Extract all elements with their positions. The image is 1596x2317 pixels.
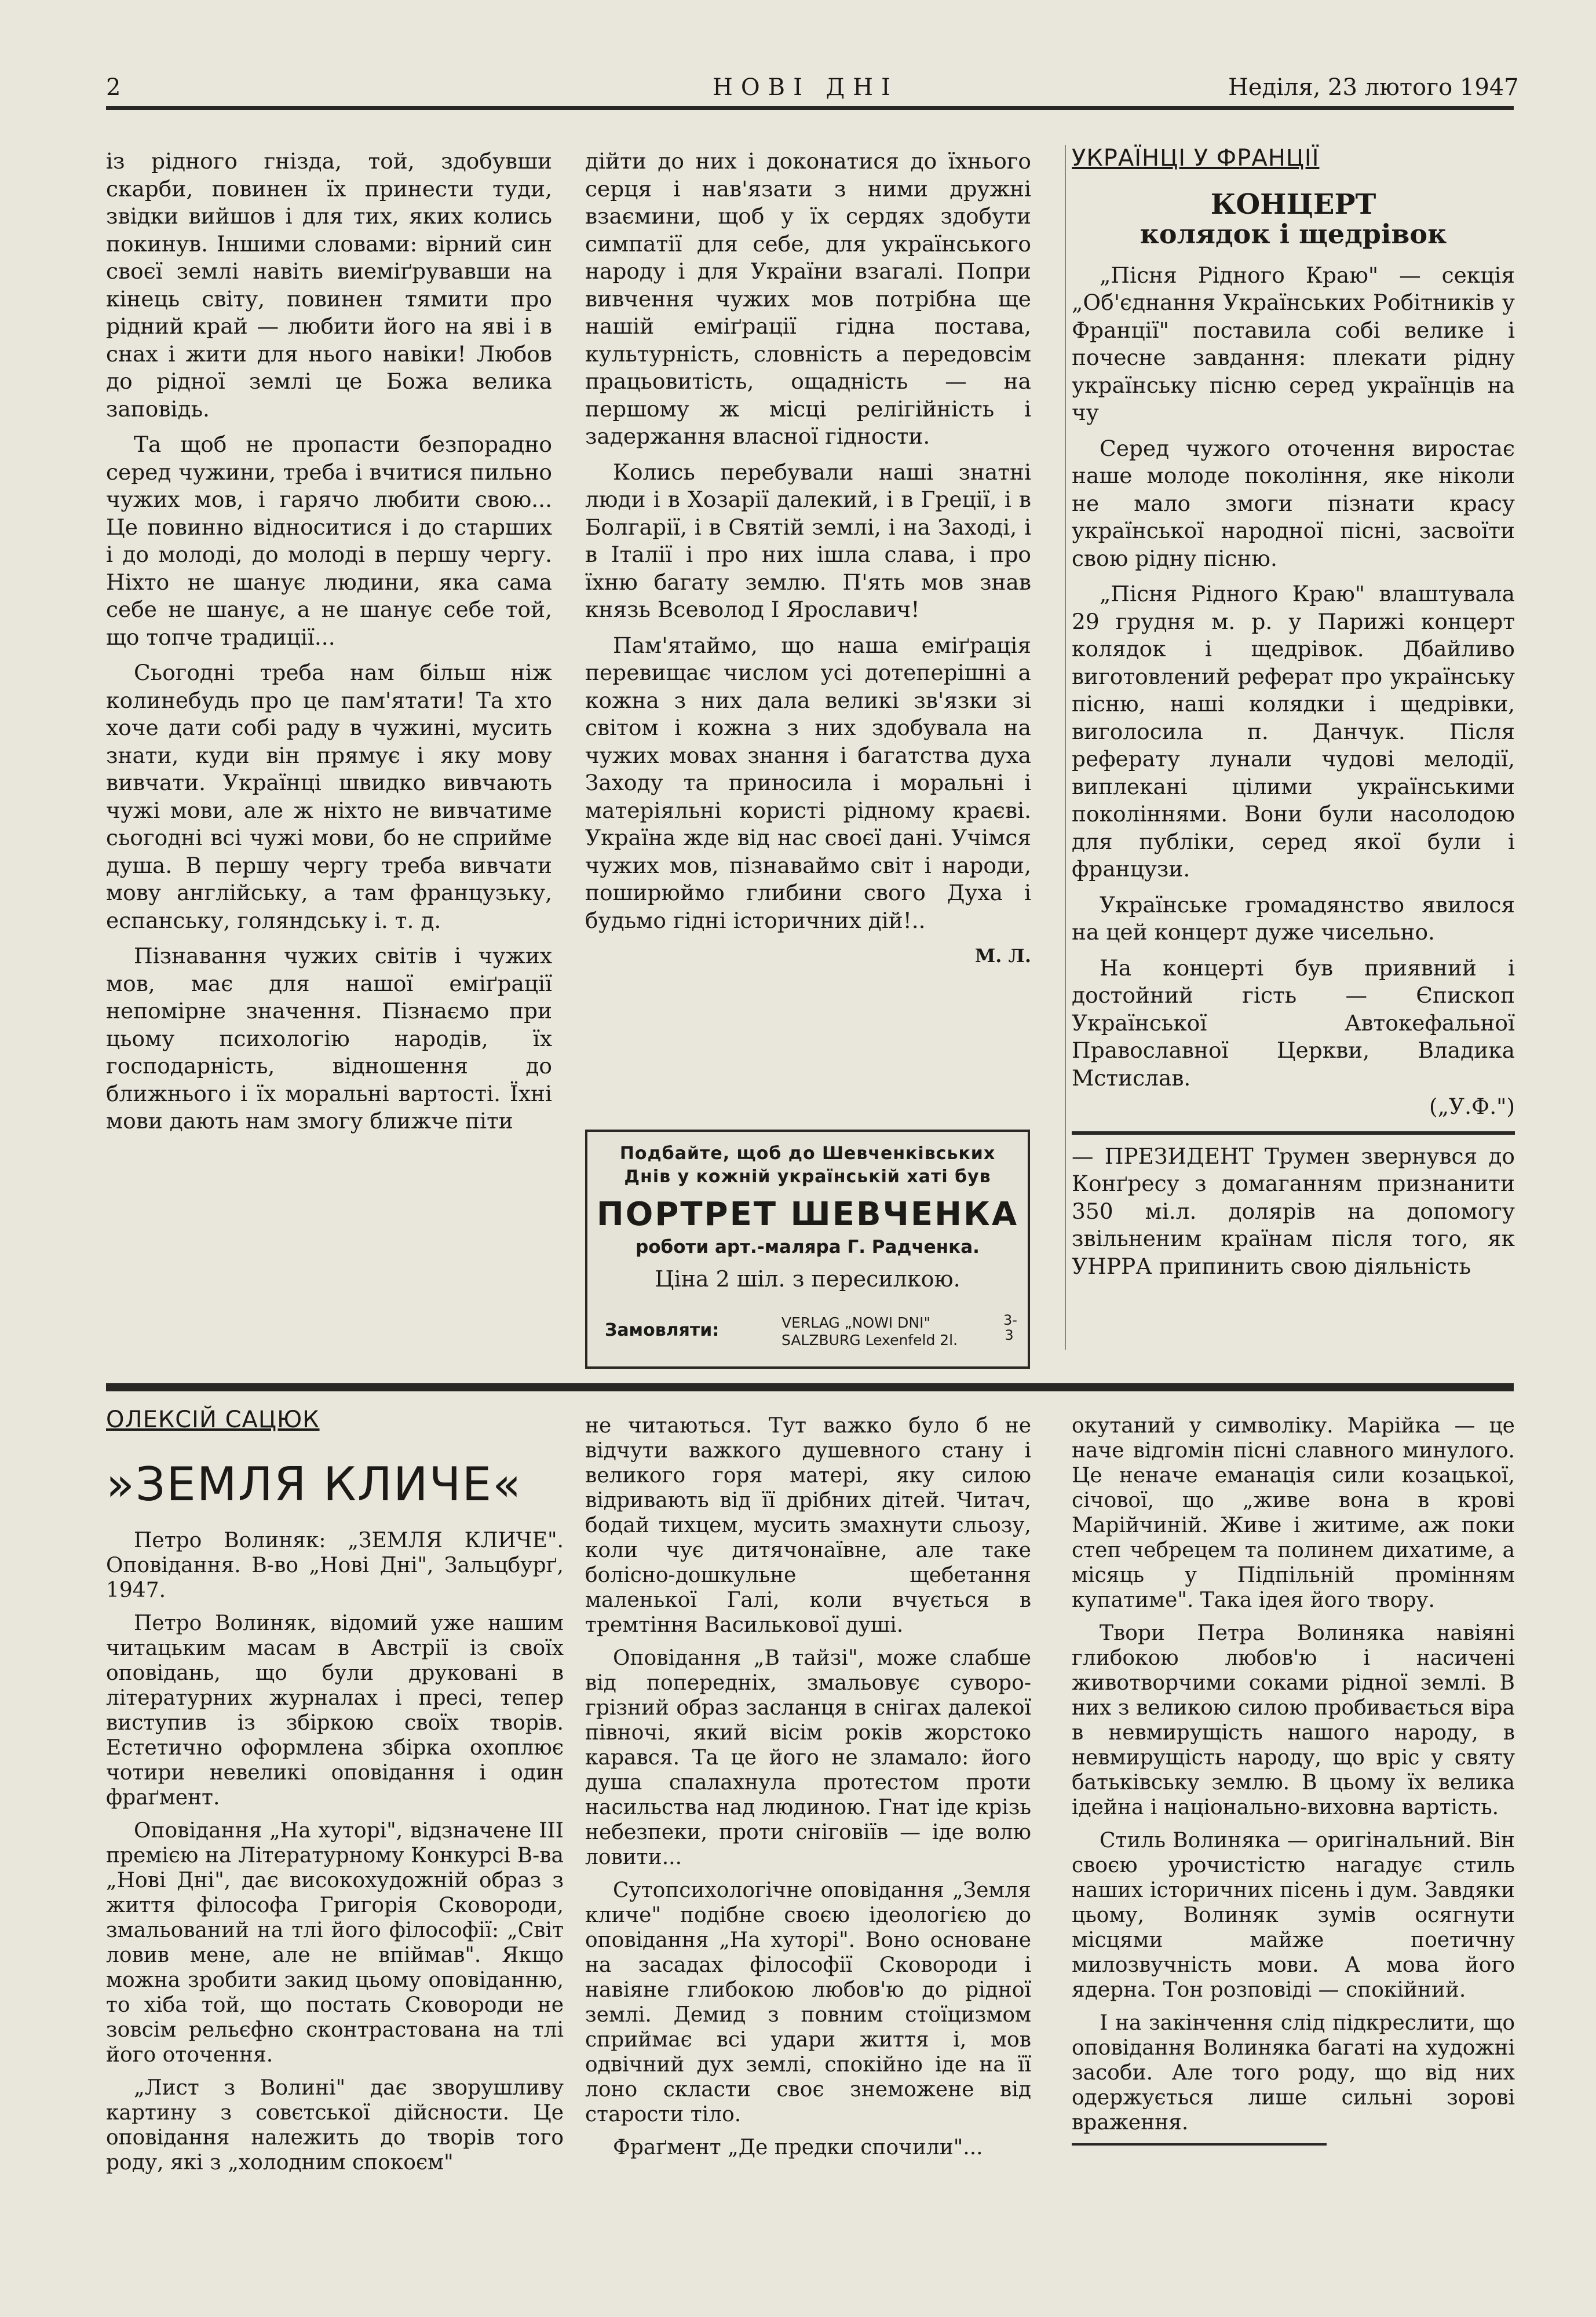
ad-line-2: Днів у кожній українській хаті був bbox=[624, 1167, 991, 1187]
bottom-column-3 bbox=[1072, 1413, 1515, 2146]
paragraph: Колись перебували наші знатні люди і в Хозарії далекий, і в Греції, і в Болгарії, і в Святій землі, і на Заході, і в Італії і про них ішла слава, і про їхню багату землю. П'ять мов знав князь Всеволод І Ярославич! bbox=[585, 459, 1031, 622]
paragraph: І на закінчення слід підкреслити, що оповідання Волиняка багаті на художні засоби. Але того роду, що від них одержується лише сильні зорові враження. bbox=[1072, 2011, 1515, 2135]
ad-code: 3-3 bbox=[1003, 1312, 1017, 1343]
paragraph: Сьогодні треба нам більш ніж колинебудь про це пам'ятати! Та хто хоче дати собі раду в чужині, мусить знати, куди він прямує і яку мову вивчати. Українці швидко вивчають чужі мови, але ж ніхто не вивчатиме сьогодні всі чужі мови, бо не сприйме душа. В першу чергу треба вивчати мову англійську, а там французьку, еспанську, голяндську і. т. д. bbox=[106, 660, 552, 933]
section-label: УКРАЇНЦІ У ФРАНЦІЇ bbox=[1072, 145, 1320, 171]
paragraph: Пізнавання чужих світів і чужих мов, має для нашої еміґрації непомірне значення. Пізнаємо при цьому психологію народів, їх господарність, відношення до ближнього і їх моральні вартості. Їхні мови дають нам змогу ближче піти bbox=[106, 943, 552, 1134]
headline-1: КОНЦЕРТ bbox=[1210, 188, 1376, 221]
article-author: ОЛЕКСІЙ САЦЮК bbox=[106, 1406, 320, 1433]
section-divider bbox=[106, 1383, 1514, 1391]
paragraph: „Лист з Волині" дає зворушливу картину з совєтської дійсности. Це оповідання належить до творів того роду, які з „холодним спокоєм" bbox=[106, 2076, 564, 2175]
ad-artist: роботи арт.-маляра Г. Радченка. bbox=[636, 1237, 980, 1258]
paragraph: „Пісня Рідного Краю" влаштувала 29 грудня м. р. у Парижі концерт колядок і щедрівок. Дбайливо виготовлений реферат про українську пісню, наші колядки і щедрівки, виголосила п. Данчук. Після реферату лунали чудові мелодії, виплекані цілими українськими поколіннями. Вони були насолодою для публіки, серед якої були і французи. bbox=[1072, 581, 1515, 882]
paragraph: не читаються. Тут важко було б не відчути важкого душевного стану і великого горя матері, яку силою відривають від її дрібних дітей. Читач, бодай тихцем, мусить змахнути сльозу, коли чує дитячонаївне, але таке болісно-дошкульне щебетання маленької Галі, коли вчується в тремтіння Василькової душі. bbox=[585, 1414, 1031, 1637]
paragraph: Пам'ятаймо, що наша еміґрація перевищає числом усі дотеперішні а кожна з них дала великі зв'язки зі світом і кожна з них здобувала на чужих мовах знання і багатства духа Заходу та приносила і моральні і матеріяльні користі рідному краєві. Україна жде від нас своєї дані. Учімся чужих мов, пізнаваймо світ і народи, поширюймо глибини свого Духа і будьмо гідні історичних дій!.. bbox=[585, 632, 1031, 933]
issue-date: Неділя, 23 лютого 1947 bbox=[1228, 74, 1519, 101]
news-item: — ПРЕЗИДЕНТ Трумен звернувся до Конґресу з домаганням признанити 350 мі.л. долярів на допомогу звільненим країнам після того, як УНРРА припинить свою діяльність bbox=[1072, 1143, 1515, 1279]
ad-price: Ціна 2 шіл. з пересилкою. bbox=[655, 1266, 960, 1292]
paragraph: Та щоб не пропасти безпорадно серед чужини, треба і вчитися пильно чужих мов, і гарячо любити свою... Це повинно відноситися і до старших і до молоді, до молоді в першу чергу. Ніхто не шанує людини, яка сама себе не шанує, а не шанує себе той, що топче традиції... bbox=[106, 432, 552, 650]
paragraph: Петро Волиняк: „ЗЕМЛЯ КЛИЧЕ". Оповідання. В-во „Нові Дні", Зальцбурґ, 1947. bbox=[106, 1529, 564, 1602]
author-signature: М. Л. bbox=[974, 945, 1031, 967]
source-signature: („У.Ф.") bbox=[1429, 1094, 1515, 1119]
article-title: »ЗЕМЛЯ КЛИЧЕ« bbox=[106, 1457, 523, 1511]
ad-order-label: Замовляти: bbox=[605, 1320, 720, 1340]
top-column-2 bbox=[585, 148, 1031, 970]
paragraph: Стиль Волиняка — оригінальний. Він своєю урочистістю нагадує стиль наших історичних пісень і дум. Завдяки цьому, Волиняк зумів осягнути місцями майже поетичну милозвучність мови. А мова його ядерна. Тон розповіді — спокійний. bbox=[1072, 1829, 1515, 2002]
paragraph: Фраґмент „Де предки спочили"... bbox=[613, 2136, 983, 2159]
paragraph: Оповідання „В тайзі", може слабше від попередніх, змальовує суворо-грізний образ засланця в снігах далекої півночі, який вісім років жорстоко карався. Та це його не зламало: його душа спалахнула протестом проти насильства над людиною. Гнат іде крізь небезпеки, проти сніговіїв — іде волю ловити... bbox=[585, 1646, 1031, 1869]
article-end-rule bbox=[1072, 2143, 1327, 2146]
paragraph: дійти до них і доконатися до їхнього серця і нав'язати з ними дружні взаємини, щоб у їх сердях здобути симпатії для себе, для українського народу і для України взагалі. Попри вивчення чужих мов потрібна ще нашій еміґрації гідна постава, культурність, словність а передовсім працьовитість, ощадність — на першому ж місці релігійність і задержання власної гідности. bbox=[585, 148, 1031, 449]
paragraph: Оповідання „На хуторі", відзначене III премією на Літературному Конкурсі В-ва „Нові Дні", дає високохудожній образ з життя філософа Григорія Сковороди, змальований на тлі його філософії: „Світ ловив мене, але не впіймав". Якщо можна зробити закид цьому оповіданню, то хіба той, що постать Сковороди не зовсім рельєфно сконтрастована на тлі його оточення. bbox=[106, 1819, 564, 2067]
bottom-column-1 bbox=[106, 1408, 564, 2183]
ad-address-line-2: SALZBURG Lexenfeld 2l. bbox=[781, 1332, 958, 1348]
paragraph: Українське громадянство явилося на цей концерт дуже чисельно. bbox=[1072, 891, 1515, 945]
paragraph: Твори Петра Волиняка навіяні глибокою любов'ю і насичені животворчими соками рідної землі. В них з великою силою пробивається віра в невмирущість нашого народу, в невмирущість народу, що вріс у святу батьківську землю. В цьому їх велика ідейна і національно-виховна вартість. bbox=[1072, 1621, 1515, 1819]
ad-line-1: Подбайте, щоб до Шевченківських bbox=[619, 1143, 996, 1164]
portrait-advertisement bbox=[585, 1130, 1030, 1369]
headline-2: колядок і щедрівок bbox=[1140, 218, 1447, 250]
paragraph: „Пісня Рідного Краю" — секція „Об'єднання Українських Робітників у Франції" поставила собі велике і почесне завдання: плекати рідну українську пісню серед українців на чу bbox=[1072, 262, 1515, 425]
top-column-1 bbox=[106, 148, 552, 1143]
paragraph: Сутопсихологічне оповідання „Земля кличе" подібне своєю ідеологією до оповідання „На хуторі". Воно основане на засадах філософії Сковороди і навіяне глибокою любов'ю до рідної землі. Демид з повним стоїцизмом сприймає всі удари життя і, мов одвічний дух землі, спокійно іде на її лоно скласти своє знеможене від старости тіло. bbox=[585, 1879, 1031, 2126]
ad-address-line-1: VERLAG „NOWI DNI" bbox=[781, 1314, 930, 1331]
header-rule bbox=[106, 106, 1514, 110]
ad-title: ПОРТРЕТ ШЕВЧЕНКА bbox=[596, 1196, 1019, 1233]
column-divider bbox=[1065, 145, 1066, 1350]
top-column-3 bbox=[1072, 145, 1515, 1288]
paragraph: із рідного гнізда, той, здобувши скарби, повинен їх принести туди, звідки вийшов і для тих, яких колись покинув. Іншими словами: вірний син своєї землі навіть виеміґрувавши на кінець світу, повинен тямити про рідний край — любити його на яві і в снах і жити для нього навіки! Любов до рідної землі це Божа велика заповідь. bbox=[106, 148, 552, 422]
ad-address bbox=[781, 1314, 958, 1349]
paragraph: окутаний у символіку. Марійка — це наче відгомін пісні славного минулого. Це неначе еманація сили козацької, січової, що „живе вона в крові Марійчиній. Живе і житиме, аж поки степ чебрецем та полинем дихатиме, а місяць у Підпільній промінням купатиме". Така ідея його твору. bbox=[1072, 1414, 1515, 1612]
paragraph: На концерті був приявний і достойний гість — Єпископ Української Автокефальної Православної Церкви, Владика Мстислав. bbox=[1072, 955, 1515, 1091]
paragraph: Петро Волиняк, відомий уже нашим читацьким масам в Австрії із своїх оповідань, що були друковані в літературних журналах і пресі, тепер виступив із збіркою своїх творів. Естетично оформлена збірка охоплює чотири невеликі оповідання і один фраґмент. bbox=[106, 1611, 564, 1810]
bottom-column-2 bbox=[585, 1413, 1031, 2168]
news-divider bbox=[1072, 1131, 1515, 1135]
newspaper-name: НОВІ ДНІ bbox=[713, 74, 899, 101]
page-number: 2 bbox=[106, 74, 121, 101]
paragraph: Серед чужого оточення виростає наше молоде покоління, яке ніколи не мало змоги пізнати красу української народної пісні, засвоїти свою рідну пісню. bbox=[1072, 435, 1515, 571]
